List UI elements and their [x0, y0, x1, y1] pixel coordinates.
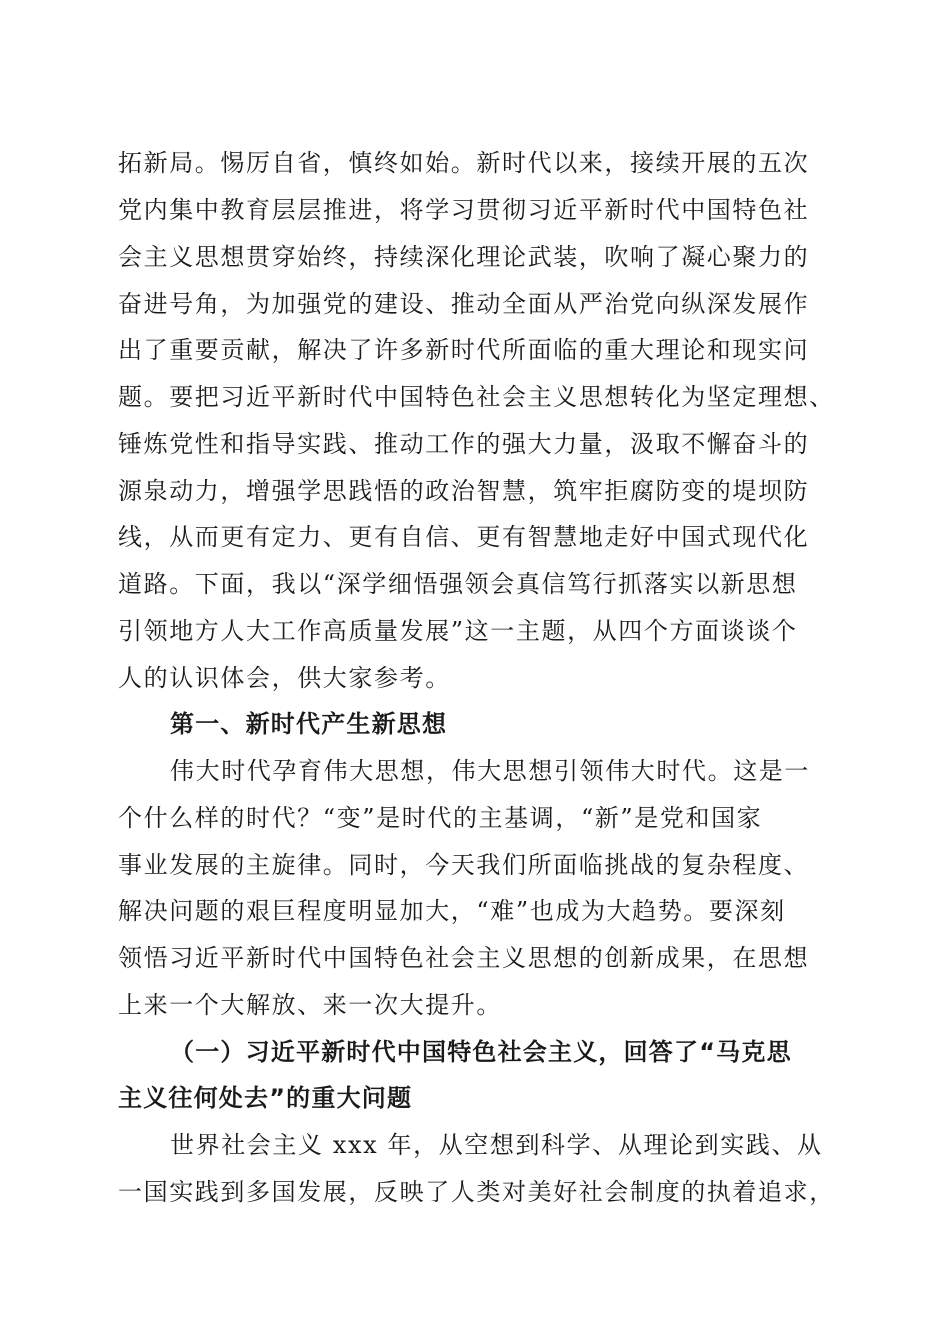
subsection-heading: （一）习近平新时代中国特色社会主义，回答了“马克思: [170, 1038, 792, 1066]
body-text-line: 事业发展的主旋律。同时，今天我们所面临挑战的复杂程度、: [118, 851, 810, 879]
body-text-line: 党内集中教育层层推进，将学习贯彻习近平新时代中国特色社: [118, 196, 810, 224]
body-text-line: 引领地方人大工作高质量发展”这一主题，从四个方面谈谈个: [118, 617, 798, 645]
section-heading: 第一、新时代产生新思想: [170, 710, 448, 738]
body-text-line: 个什么样的时代？“变”是时代的主基调，“新”是党和国家: [118, 804, 763, 832]
body-text-line: 源泉动力，增强学思践悟的政治智慧，筑牢拒腐防变的堤坝防: [118, 477, 810, 505]
body-text-line: 伟大时代孕育伟大思想，伟大思想引领伟大时代。这是一: [170, 757, 810, 785]
subsection-heading: 主义往何处去”的重大问题: [118, 1084, 413, 1112]
body-text-line: 人的认识体会，供大家参考。: [118, 664, 451, 692]
body-text-line: 线，从而更有定力、更有自信、更有智慧地走好中国式现代化: [118, 523, 810, 551]
body-text-line: 出了重要贡献，解决了许多新时代所面临的重大理论和现实问: [118, 336, 810, 364]
body-text-line: 锤炼党性和指导实践、推动工作的强大力量，汲取不懈奋斗的: [118, 430, 810, 458]
body-text-line: 领悟习近平新时代中国特色社会主义思想的创新成果，在思想: [118, 944, 810, 972]
body-text-line: 奋进号角，为加强党的建设、推动全面从严治党向纵深发展作: [118, 290, 810, 318]
body-text-line: 道路。下面，我以“深学细悟强领会真信笃行抓落实以新思想: [118, 570, 798, 598]
body-text-line: 解决问题的艰巨程度明显加大，“难”也成为大趋势。要深刻: [118, 897, 786, 925]
body-text-line: 上来一个大解放、来一次大提升。: [118, 991, 502, 1019]
body-text-line: 世界社会主义 xxx 年，从空想到科学、从理论到实践、从: [170, 1131, 823, 1159]
body-text-line: 拓新局。惕厉自省，慎终如始。新时代以来，接续开展的五次: [118, 149, 810, 177]
body-text-line: 一国实践到多国发展，反映了人类对美好社会制度的执着追求，: [118, 1178, 835, 1206]
body-text-line: 题。要把习近平新时代中国特色社会主义思想转化为坚定理想、: [118, 383, 835, 411]
body-text-line: 会主义思想贯穿始终，持续深化理论武装，吹响了凝心聚力的: [118, 243, 810, 271]
